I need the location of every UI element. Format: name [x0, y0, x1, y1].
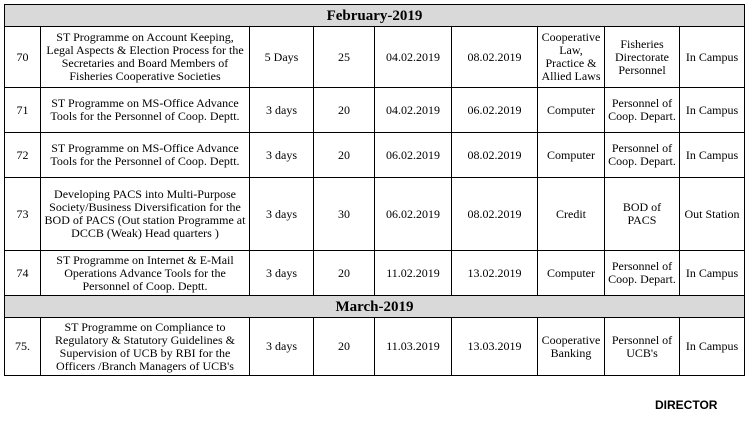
venue: In Campus — [680, 133, 745, 178]
from-date: 06.02.2019 — [375, 178, 452, 251]
serial-number: 73 — [5, 178, 41, 251]
faculty-area: Cooperative Law, Practice & Allied Laws — [538, 27, 605, 88]
to-date: 13.03.2019 — [452, 318, 538, 376]
venue: In Campus — [680, 251, 745, 296]
venue: In Campus — [680, 88, 745, 133]
programme-title: ST Programme on Account Keeping, Legal Aspects & Election Process for the Secretaries and Board Members of Fisheries Cooperative Societies — [41, 27, 250, 88]
month-header-row — [5, 296, 745, 318]
from-date: 11.02.2019 — [375, 251, 452, 296]
table-row — [5, 178, 745, 251]
table-row — [5, 88, 745, 133]
faculty-area: Computer — [538, 251, 605, 296]
duration: 3 days — [250, 251, 314, 296]
serial-number: 71 — [5, 88, 41, 133]
target-group: Personnel of Coop. Depart. — [605, 88, 680, 133]
participants: 20 — [314, 133, 375, 178]
month-header-february: February-2019 — [5, 5, 745, 27]
from-date: 04.02.2019 — [375, 88, 452, 133]
to-date: 13.02.2019 — [452, 251, 538, 296]
venue: In Campus — [680, 27, 745, 88]
to-date: 06.02.2019 — [452, 88, 538, 133]
serial-number: 75. — [5, 318, 41, 376]
serial-number: 70 — [5, 27, 41, 88]
target-group: Personnel of Coop. Depart. — [605, 133, 680, 178]
programme-title: ST Programme on Internet & E-Mail Operations Advance Tools for the Personnel of Coop. Deptt. — [41, 251, 250, 296]
duration: 5 Days — [250, 27, 314, 88]
month-header-march: March-2019 — [5, 296, 745, 318]
to-date: 08.02.2019 — [452, 27, 538, 88]
duration: 3 days — [250, 133, 314, 178]
duration: 3 days — [250, 318, 314, 376]
table-row — [5, 27, 745, 88]
programme-title: ST Programme on Compliance to Regulatory & Statutory Guidelines & Supervision of UCB by RBI for the Officers /Branch Managers of UCB's — [41, 318, 250, 376]
table-row — [5, 133, 745, 178]
table-row — [5, 251, 745, 296]
from-date: 06.02.2019 — [375, 133, 452, 178]
serial-number: 74 — [5, 251, 41, 296]
target-group: Personnel of Coop. Depart. — [605, 251, 680, 296]
faculty-area: Credit — [538, 178, 605, 251]
target-group: Fisheries Directorate Personnel — [605, 27, 680, 88]
faculty-area: Computer — [538, 88, 605, 133]
month-header-row — [5, 5, 745, 27]
participants: 30 — [314, 178, 375, 251]
programme-title: ST Programme on MS-Office Advance Tools for the Personnel of Coop. Deptt. — [41, 133, 250, 178]
from-date: 11.03.2019 — [375, 318, 452, 376]
director-signature-label: DIRECTOR — [655, 398, 718, 412]
to-date: 08.02.2019 — [452, 133, 538, 178]
venue: Out Station — [680, 178, 745, 251]
participants: 25 — [314, 27, 375, 88]
serial-number: 72 — [5, 133, 41, 178]
participants: 20 — [314, 88, 375, 133]
duration: 3 days — [250, 178, 314, 251]
faculty-area: Cooperative Banking — [538, 318, 605, 376]
faculty-area: Computer — [538, 133, 605, 178]
programme-title: Developing PACS into Multi-Purpose Society/Business Diversification for the BOD of PACS (Out station Programme at DCCB (Weak) Head quarters ) — [41, 178, 250, 251]
training-schedule-table — [4, 4, 745, 376]
participants: 20 — [314, 318, 375, 376]
table-row — [5, 318, 745, 376]
target-group: BOD of PACS — [605, 178, 680, 251]
from-date: 04.02.2019 — [375, 27, 452, 88]
participants: 20 — [314, 251, 375, 296]
duration: 3 days — [250, 88, 314, 133]
venue: In Campus — [680, 318, 745, 376]
programme-title: ST Programme on MS-Office Advance Tools for the Personnel of Coop. Deptt. — [41, 88, 250, 133]
target-group: Personnel of UCB's — [605, 318, 680, 376]
to-date: 08.02.2019 — [452, 178, 538, 251]
